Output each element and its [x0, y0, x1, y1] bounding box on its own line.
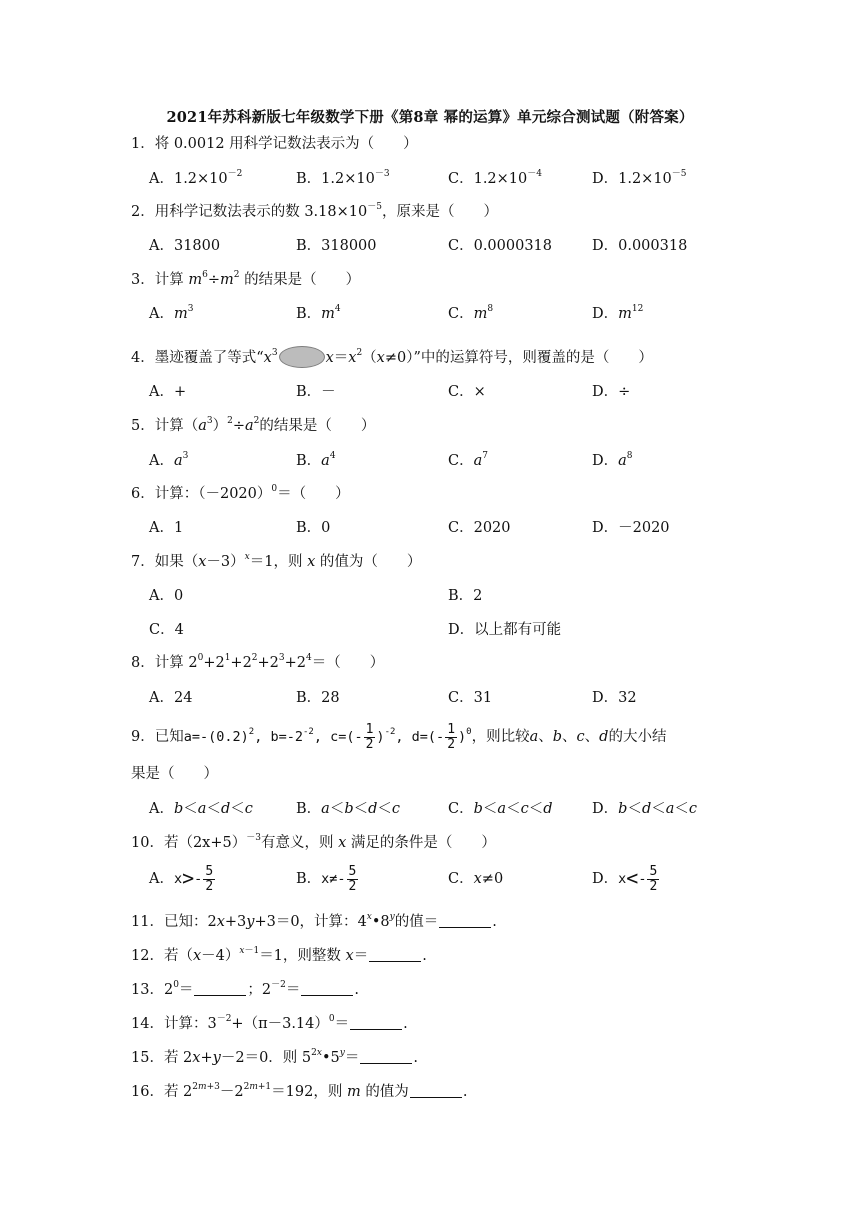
question-12: 12．若$(x-4)^{x-1}=1$，则整数 x＝ . — [131, 946, 427, 964]
q1-option-b: B．$1.2\times 10^{-3}$ — [296, 169, 390, 187]
q1-option-c: C．$1.2\times 10^{-4}$ — [448, 169, 542, 187]
q4-option-d: D．÷ — [592, 384, 631, 400]
q3-option-c: C．$m^8$ — [448, 304, 494, 322]
q9-option-c: C．b＜a＜c＜d — [448, 801, 553, 817]
q8-option-a: A．24 — [149, 690, 193, 706]
document-title: 2021年苏科新版七年级数学下册《第8章 幂的运算》单元综合测试题（附答案） — [166, 109, 694, 126]
q7-option-d: D．以上都有可能 — [448, 622, 562, 638]
q10-option-a: A．x>- $\frac{5}{2}$ — [149, 863, 214, 894]
answer-blank[interactable] — [369, 947, 421, 962]
question-15: 15．若 2x+y－2＝0．则 $5^{2x}•5^y=$ . — [131, 1048, 418, 1066]
q5-option-d: D．$a^8$ — [592, 451, 633, 469]
answer-blank[interactable] — [360, 1049, 412, 1064]
answer-blank[interactable] — [350, 1015, 402, 1030]
q5-option-b: B．$a^4$ — [296, 451, 336, 469]
question-13: 13．$2^0=$ ；$2^{-2}=$ . — [131, 980, 359, 998]
q1-option-d: D．$1.2\times 10^{-5}$ — [592, 169, 687, 187]
q3-option-d: D．$m^{12}$ — [592, 304, 644, 322]
answer-blank[interactable] — [410, 1083, 462, 1098]
q5-option-c: C．$a^7$ — [448, 451, 488, 469]
q9-option-d: D．b＜d＜a＜c — [592, 801, 698, 817]
q2-option-b: B．318000 — [296, 238, 377, 254]
q10-option-c: C．x≠0 — [448, 871, 504, 887]
answer-blank[interactable] — [301, 981, 353, 996]
question-10: 10．若$(2x+5)^{-3}$有意义，则 x 满足的条件是（ ） — [131, 833, 496, 851]
q1-option-a: A．$1.2\times 10^{-2}$ — [149, 169, 243, 187]
answer-blank[interactable] — [194, 981, 246, 996]
q6-option-a: A．1 — [149, 520, 184, 536]
question-9: 9．已知$a=-(0.2)^2$, $b=-2^{-2}$, c=(- $\frac{1}{2}$ )$^{-2}$, d=(- $\frac{1}{2}$ )$^0$，则比较a、b、c、d的大小结 — [131, 721, 667, 752]
q2-option-a: A．31800 — [149, 238, 221, 254]
q9-option-a: A．b＜a＜d＜c — [149, 801, 253, 817]
q2-option-c: C．0.0000318 — [448, 238, 553, 254]
q4-option-a: A．+ — [149, 384, 187, 400]
q8-option-d: D．32 — [592, 690, 637, 706]
question-3: 3．计算 $m^6\div m^2$ 的结果是（ ） — [131, 270, 361, 288]
q9-option-b: B．a＜b＜d＜c — [296, 801, 401, 817]
q6-option-c: C．2020 — [448, 520, 511, 536]
q7-option-a: A．0 — [149, 588, 184, 604]
q10-option-d: D．x<- $\frac{5}{2}$ — [592, 863, 658, 894]
q10-option-b: B．x≠- $\frac{5}{2}$ — [296, 863, 357, 894]
q2-option-d: D．0.000318 — [592, 238, 688, 254]
question-4: 4．墨迹覆盖了等式“$x^3$ $x=x^2(x\ne 0)$”中的运算符号，则覆盖的是（ ） — [131, 348, 653, 366]
q7-option-c: C．4 — [149, 622, 184, 638]
question-1: 1．将 0.0012 用科学记数法表示为（ ） — [131, 136, 418, 152]
q4-option-c: C．× — [448, 384, 486, 400]
q8-option-c: C．31 — [448, 690, 493, 706]
question-5: 5．计算$(a^3)^2\div a^2$的结果是（ ） — [131, 416, 376, 434]
q7-option-b: B．2 — [448, 588, 483, 604]
q6-option-d: D．－2020 — [592, 520, 670, 536]
answer-blank[interactable] — [439, 913, 491, 928]
question-6: 6．计算：$(-2020)^0=$（ ） — [131, 484, 350, 502]
question-16: 16．若 $2^{2m+3}-2^{2m+1}=192$，则 m 的值为 . — [131, 1082, 468, 1100]
q4-option-b: B．－ — [296, 384, 336, 400]
question-8: 8．计算 $2^0+2^1+2^2+2^3+2^4=$（ ） — [131, 653, 385, 671]
ink-blot-icon — [279, 346, 325, 368]
question-9-continued: 果是（ ） — [131, 766, 218, 782]
q8-option-b: B．28 — [296, 690, 340, 706]
q3-option-a: A．$m^3$ — [149, 304, 194, 322]
q5-option-a: A．$a^3$ — [149, 451, 189, 469]
q6-option-b: B．0 — [296, 520, 331, 536]
question-2: 2．用科学记数法表示的数 $3.18\times 10^{-5}$，原来是（ ） — [131, 202, 498, 220]
question-11: 11．已知：2x+3y+3＝0，计算：4$^x$•8$^y$的值＝ . — [131, 912, 497, 930]
q3-option-b: B．$m^4$ — [296, 304, 341, 322]
question-14: 14．计算：$3^{-2}+(\pi-3.14)^0=$ . — [131, 1014, 408, 1032]
question-7: 7．如果$(x-3)^x=1$，则 x 的值为（ ） — [131, 552, 422, 570]
